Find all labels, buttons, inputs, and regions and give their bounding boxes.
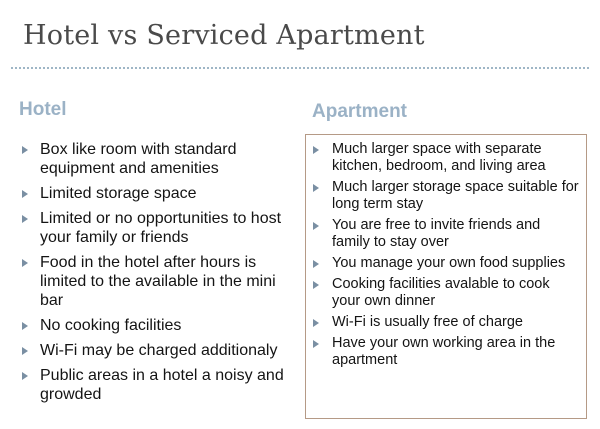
triangle-bullet-icon [22,190,28,198]
list-item-text: Public areas in a hotel a noisy and growded [40,367,284,403]
list-item-text: Much larger space with separate kitchen, bedroom, and living area [332,141,546,174]
list-item [22,184,292,203]
apartment-heading: Apartment [312,101,408,122]
list-item-text: Wi-Fi may be charged additionaly [40,342,278,359]
list-item [313,314,581,331]
triangle-bullet-icon [313,184,319,192]
triangle-bullet-icon [313,340,319,348]
list-item-text: Food in the hotel after hours is limited to the available in the mini bar [40,254,276,309]
apartment-box [305,134,587,419]
list-item [313,255,581,272]
list-item-text: Cooking facilities avalable to cook your own dinner [332,276,550,309]
list-item-text: Limited storage space [40,185,197,202]
list-item-text: Have your own working area in the apartment [332,335,556,368]
list-item [313,141,581,175]
list-item [22,316,292,335]
triangle-bullet-icon [22,322,28,330]
list-item [313,276,581,310]
list-item [22,140,292,178]
list-item [313,179,581,213]
triangle-bullet-icon [313,146,319,154]
triangle-bullet-icon [313,319,319,327]
list-item [22,209,292,247]
triangle-bullet-icon [22,259,28,267]
apartment-list [313,141,581,373]
list-item [22,366,292,404]
hotel-list [22,140,292,410]
triangle-bullet-icon [22,372,28,380]
triangle-bullet-icon [313,222,319,230]
list-item-text: No cooking facilities [40,317,182,334]
list-item-text: Much larger storage space suitable for long term stay [332,179,579,212]
list-item-text: You are free to invite friends and family to stay over [332,217,541,250]
list-item [22,341,292,360]
list-item-text: You manage your own food supplies [332,255,566,271]
triangle-bullet-icon [22,146,28,154]
triangle-bullet-icon [313,260,319,268]
list-item-text: Limited or no opportunities to host your family or friends [40,210,282,246]
triangle-bullet-icon [22,215,28,223]
hotel-heading: Hotel [19,99,67,120]
list-item [22,253,292,310]
slide-title: Hotel vs Serviced Apartment [23,20,425,51]
list-item [313,217,581,251]
list-item [313,335,581,369]
triangle-bullet-icon [313,281,319,289]
title-divider [11,67,589,69]
list-item-text: Box like room with standard equipment and amenities [40,141,237,177]
list-item-text: Wi-Fi is usually free of charge [332,314,523,330]
triangle-bullet-icon [22,347,28,355]
